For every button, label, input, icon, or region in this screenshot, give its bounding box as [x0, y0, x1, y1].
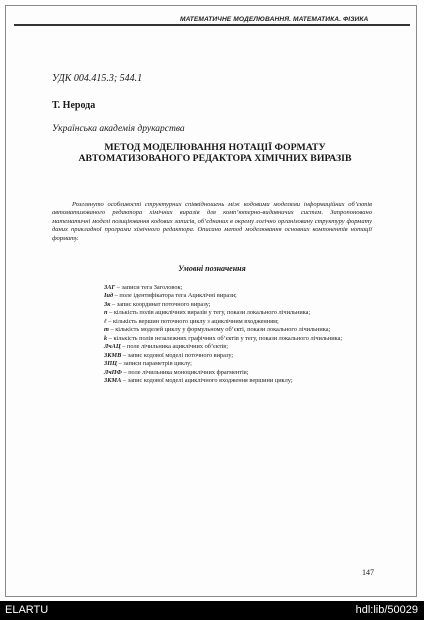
notation-item [104, 360, 374, 368]
notation-list [104, 284, 374, 385]
notation-term: n [104, 309, 108, 317]
header-rule [14, 24, 410, 26]
notation-item [104, 369, 374, 377]
notation-term: Iид [104, 292, 114, 300]
notation-heading: Умовні позначення [178, 264, 246, 273]
udk-code: УДК 004.415.3; 544.1 [52, 73, 143, 84]
notation-description: – кількість вершин поточного циклу з ациклічним входженням; [106, 317, 279, 325]
notation-term: m [104, 326, 109, 334]
author-name: Т. Нерода [52, 100, 96, 111]
notation-description: – записи параметрів циклу; [117, 360, 192, 368]
notation-description: – кількість полів незалежних графічних об’єктів у тегу, покази локального лічильника; [107, 334, 343, 342]
notation-item [104, 301, 374, 309]
notation-description: – поле лічильника моноциклічних фрагментів; [121, 368, 249, 376]
paper-title-line: МЕТОД МОДЕЛЮВАННЯ НОТАЦІЇ ФОРМАТУ [104, 142, 326, 153]
notation-description: – кількість моделей циклу у формульному об’єкті, покази локального лічильника; [108, 326, 331, 334]
notation-term: ЗПЦ [104, 360, 117, 368]
notation-item [104, 326, 374, 334]
author-affiliation: Українська академія друкарства [52, 124, 185, 134]
footer-bar [0, 601, 424, 620]
notation-term: ЛчАЦ [104, 343, 121, 351]
notation-term: k [104, 334, 108, 342]
notation-item [104, 352, 374, 360]
notation-term: ЗКМА [104, 376, 122, 384]
paper-title [60, 142, 370, 164]
repository-name: ELARTU [5, 604, 49, 616]
journal-running-header: МАТЕМАТИЧНЕ МОДЕЛЮВАННЯ. МАТЕМАТИКА. ФІЗИКА [180, 16, 369, 23]
notation-term: ЛчПФ [104, 368, 122, 376]
notation-description: – запис кодової моделі поточного виразу; [121, 351, 234, 359]
handle-identifier: hdl:lib/50029 [355, 604, 418, 616]
paper-title-line: АВТОМАТИЗОВАНОГО РЕДАКТОРА ХІМІЧНИХ ВИРАЗІВ [78, 153, 352, 164]
abstract-text: Розглянуто особливості структурних співвідношень між кодовими моделями інформаційних об’єктів автоматизованого редактора хімічних виразів для комп’ютерно-видавничих систем. Запропоновано математичні моделі позиціювання кодових записів, об’єднаних в окрему логічно організовану структуру формату даних прикладної програми хімічного редактора. Описано метод моделювання основних компонентів нотації формату. [52, 201, 372, 242]
notation-term: ЗКМВ [104, 351, 122, 359]
notation-item [104, 292, 374, 300]
notation-description: – записи тега Заголовок; [115, 284, 183, 291]
notation-term: ЗАГ [104, 284, 116, 291]
notation-item [104, 377, 374, 385]
abstract [52, 201, 372, 243]
notation-description: – поле ідентифікатора тега Ациклічні вирази; [113, 292, 237, 300]
notation-description: – запис кодової моделі ациклічного входження вершини циклу; [121, 376, 293, 384]
notation-item [104, 309, 374, 317]
notation-description: – кількість полів ациклічних виразів у тегу, покази локального лічильника; [107, 309, 311, 317]
notation-term: ℓ [104, 317, 107, 325]
notation-term: Зк [104, 300, 111, 308]
notation-item [104, 343, 374, 351]
notation-description: – запис координат поточного виразу; [110, 300, 211, 308]
notation-item [104, 335, 374, 343]
notation-description: – поле лічильника ациклічних об’єктів; [120, 343, 228, 351]
notation-item [104, 318, 374, 326]
page-number: 147 [362, 568, 374, 577]
notation-item [104, 284, 374, 292]
